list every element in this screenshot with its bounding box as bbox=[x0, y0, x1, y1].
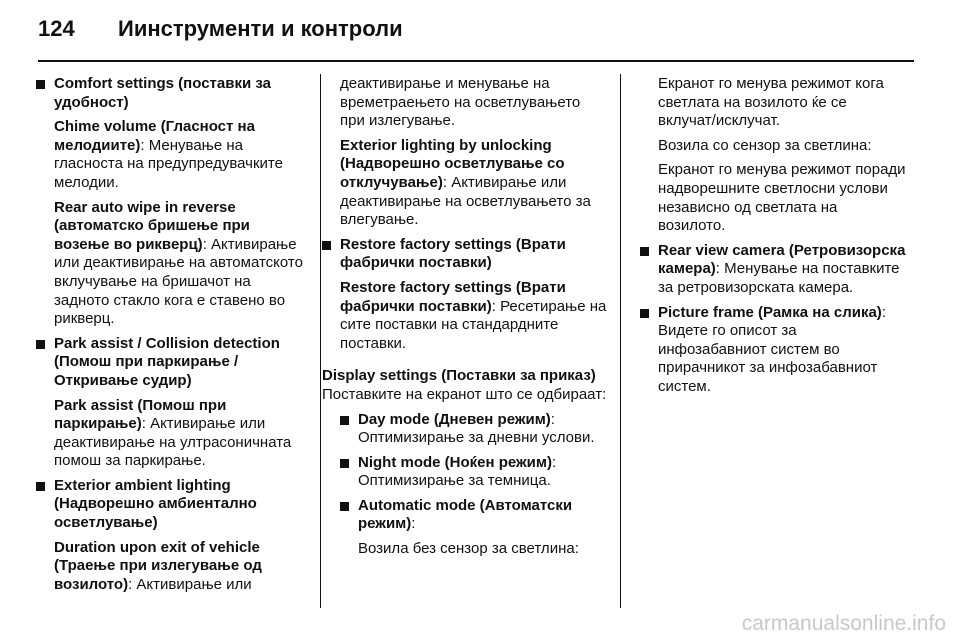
no-light-sensor-text: Екранот го менува режимот кога светлата на возилото ќе се вклучат/исклучат. bbox=[658, 75, 884, 130]
bullet-square-icon bbox=[322, 241, 331, 250]
bullet-square-icon bbox=[340, 459, 349, 468]
bullet-exterior-ambient bbox=[36, 477, 308, 533]
comfort-settings-title: Comfort settings (поставки за удобност) bbox=[54, 75, 271, 111]
bullet-night-mode bbox=[340, 454, 608, 491]
unlock-lighting-label: Exterior lighting by unlocking (Надворешно осветлување со отклучување) bbox=[340, 136, 565, 191]
bullet-park-assist bbox=[36, 335, 308, 391]
light-sensor-description bbox=[640, 161, 906, 235]
column-divider-1 bbox=[320, 74, 321, 608]
bullet-square-icon bbox=[36, 340, 45, 349]
duration-exit-text: : Активирање или bbox=[128, 575, 252, 593]
bullet-square-icon bbox=[640, 247, 649, 256]
automatic-mode-label: Automatic mode (Автоматски режим) bbox=[358, 496, 573, 533]
display-settings-intro: Поставките на екранот што се одбираат: bbox=[322, 385, 607, 403]
watermark: carmanualsonline.info bbox=[741, 612, 946, 635]
automatic-mode-text: : bbox=[411, 515, 416, 533]
rear-view-camera-text: : Менување на поставките за ретровизорската камера. bbox=[658, 260, 900, 296]
light-sensor-entry bbox=[640, 137, 906, 156]
display-settings-heading-block bbox=[322, 367, 608, 404]
no-light-sensor-label: Возила без сензор за светлина: bbox=[358, 540, 579, 558]
no-light-sensor-entry bbox=[340, 540, 608, 559]
display-settings-heading: Display settings (Поставки за приказ) bbox=[322, 367, 596, 385]
column-2 bbox=[322, 75, 608, 565]
duration-exit-continued bbox=[340, 75, 608, 131]
park-assist-label: Park assist (Помош при паркирање) bbox=[54, 396, 227, 433]
rear-wipe-entry bbox=[36, 199, 308, 329]
restore-factory-entry bbox=[340, 279, 608, 353]
bullet-day-mode bbox=[340, 411, 608, 448]
page-number: 124 bbox=[38, 16, 75, 41]
duration-exit-label: Duration upon exit of vehicle (Траење при излегување од возилото) bbox=[54, 538, 262, 593]
chime-volume-label: Chime volume (Гласност на мелодиите) bbox=[54, 118, 255, 154]
night-mode-label: Night mode (Ноќен режим) bbox=[358, 453, 552, 471]
restore-factory-text: : Ресетирање на сите поставки на стандардните поставки. bbox=[340, 297, 607, 352]
rear-wipe-label: Rear auto wipe in reverse (автоматско бришење при возење во рикверц) bbox=[54, 198, 250, 253]
bullet-square-icon bbox=[36, 482, 45, 491]
park-assist-title: Park assist / Collision detection (Помош при паркирање / Откривање судир) bbox=[54, 334, 280, 389]
bullet-picture-frame bbox=[640, 304, 906, 397]
header-rule bbox=[38, 60, 914, 62]
column-3 bbox=[640, 75, 906, 403]
picture-frame-text: : Видете го описот за инфозабавниот систем во прирачникот за инфозабавниот систем. bbox=[658, 303, 886, 395]
day-mode-text: : Оптимизирање за дневни услови. bbox=[358, 410, 595, 447]
bullet-square-icon bbox=[340, 416, 349, 425]
page-header bbox=[38, 16, 403, 42]
night-mode-text: : Оптимизирање за темница. bbox=[358, 453, 557, 490]
chime-volume-text: : Менување на гласноста на предупредувачките мелодии. bbox=[54, 136, 283, 191]
restore-factory-title: Restore factory settings (Врати фабрички поставки) bbox=[340, 235, 566, 272]
bullet-automatic-mode bbox=[340, 497, 608, 534]
bullet-rear-view-camera bbox=[640, 242, 906, 298]
no-light-sensor-description bbox=[640, 75, 906, 131]
rear-view-camera-label: Rear view camera (Ретровизорска камера) bbox=[658, 241, 906, 278]
bullet-square-icon bbox=[640, 309, 649, 318]
bullet-restore-factory bbox=[322, 236, 608, 273]
unlock-lighting-entry bbox=[340, 137, 608, 230]
duration-exit-entry bbox=[36, 539, 308, 595]
day-mode-label: Day mode (Дневен режим) bbox=[358, 410, 551, 428]
light-sensor-text: Екранот го менува режимот поради надворешните светлосни услови независно од светлата на возилото. bbox=[658, 161, 906, 235]
park-assist-text: : Активирање или деактивирање на ултрасоничната помош за паркирање. bbox=[54, 415, 292, 470]
picture-frame-label: Picture frame (Рамка на слика) bbox=[658, 303, 882, 321]
bullet-comfort-settings bbox=[36, 75, 308, 112]
bullet-square-icon bbox=[36, 80, 45, 89]
column-divider-2 bbox=[620, 74, 621, 608]
light-sensor-label: Возила со сензор за светлина: bbox=[658, 136, 872, 154]
chime-volume-entry bbox=[36, 118, 308, 192]
exterior-ambient-title: Exterior ambient lighting (Надворешно амбиентално осветлување) bbox=[54, 476, 257, 532]
restore-factory-label: Restore factory settings (Врати фабрички поставки) bbox=[340, 278, 566, 315]
park-assist-entry bbox=[36, 397, 308, 471]
duration-exit-continued-text: деактивирање и менување на времетраењето на осветлувањето при излегување. bbox=[340, 75, 581, 130]
unlock-lighting-text: : Активирање или деактивирање на осветлувањето за влегување. bbox=[340, 173, 591, 229]
bullet-square-icon bbox=[340, 502, 349, 511]
rear-wipe-text: : Активирање или деактивирање на автоматското вклучување на бришачот на задното стакло кога е ставено во рикверц. bbox=[54, 235, 303, 328]
column-1 bbox=[36, 75, 308, 600]
page-title: Иинструменти и контроли bbox=[118, 16, 403, 41]
